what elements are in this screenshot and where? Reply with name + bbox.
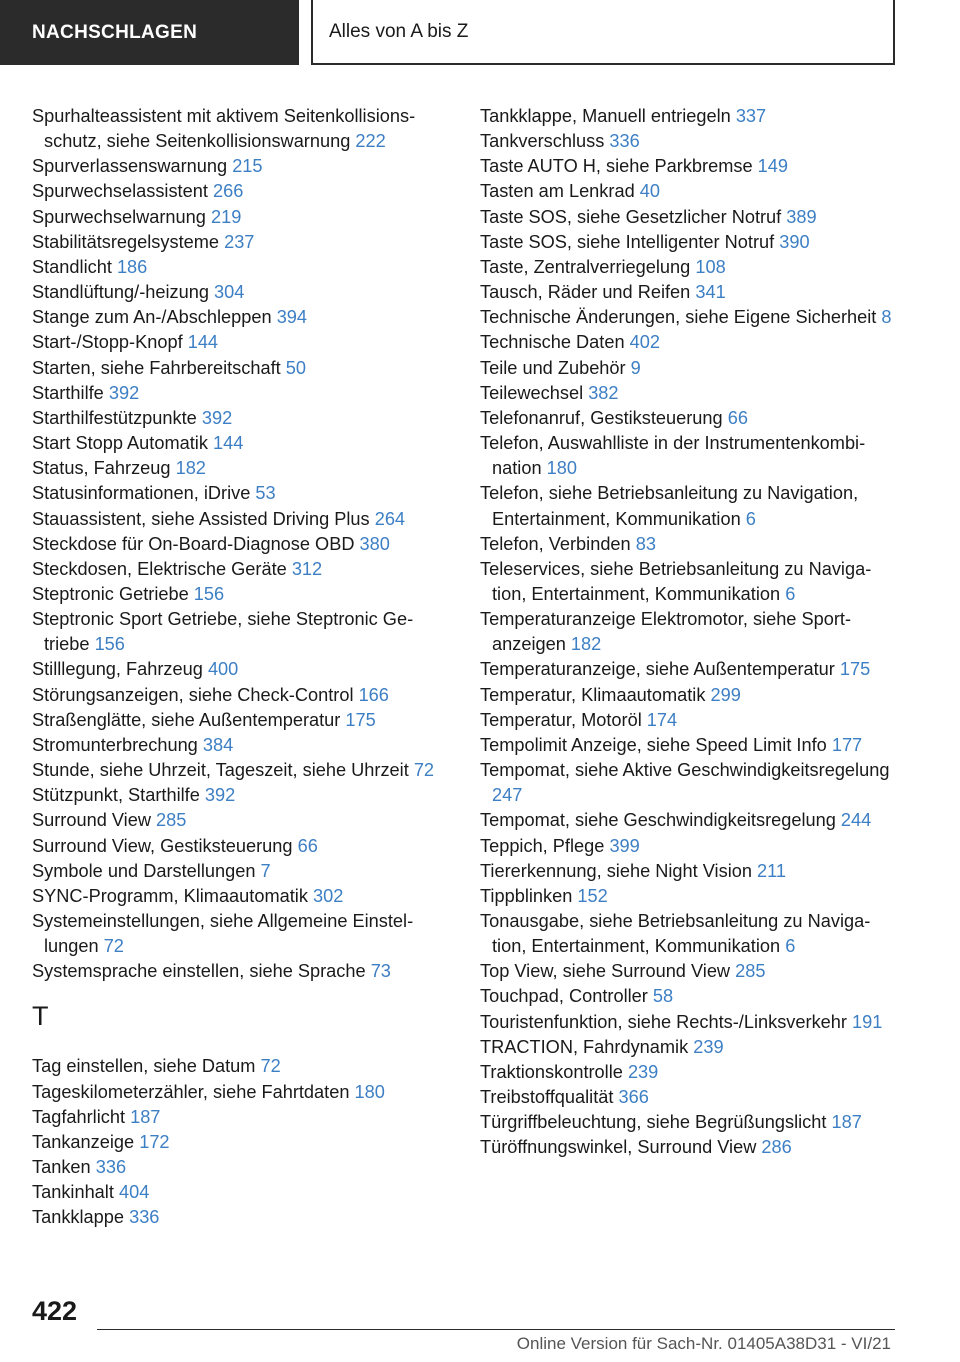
index-entry-term: Telefonanruf, Gestiksteuerung bbox=[480, 407, 723, 428]
index-entry-term: Tiererkennung, siehe Night Vision bbox=[480, 860, 752, 881]
index-entry-term: Tag einstellen, siehe Datum bbox=[32, 1056, 256, 1077]
index-entry bbox=[32, 959, 447, 984]
index-entry-term: Technische Änderungen, siehe Eigene Sicherheit bbox=[480, 307, 877, 328]
index-entry bbox=[480, 255, 895, 280]
index-entry-term: Surround View bbox=[32, 810, 151, 831]
index-entry-term: Steptronic Getriebe bbox=[32, 583, 189, 604]
page-reference-link[interactable]: 182 bbox=[175, 458, 206, 479]
index-entry-term: Standlüftung/-heizung bbox=[32, 282, 209, 303]
page-reference-link[interactable]: 215 bbox=[232, 156, 263, 177]
index-entry bbox=[480, 154, 895, 179]
index-entry bbox=[32, 808, 447, 833]
index-entry-term: Teleservices, siehe Betriebsanleitung zu Navigation, Entertainment, Kommunikation bbox=[480, 558, 872, 604]
index-entry bbox=[480, 129, 895, 154]
index-entry bbox=[480, 305, 895, 330]
index-entry-term: Telefon, Auswahlliste in der Instrumentenkombination bbox=[480, 433, 866, 479]
page-reference-link[interactable]: 247 bbox=[492, 785, 523, 806]
index-entry bbox=[480, 1035, 895, 1060]
page-reference-link[interactable]: 72 bbox=[103, 936, 124, 957]
index-entry bbox=[32, 381, 447, 406]
index-entry bbox=[480, 758, 895, 808]
page-reference-link[interactable]: 264 bbox=[374, 508, 406, 529]
index-entry bbox=[480, 683, 895, 708]
index-entry-term: Starthilfestützpunkte bbox=[32, 407, 197, 428]
index-entry bbox=[32, 859, 447, 884]
index-entry-term: Standlicht bbox=[32, 256, 112, 277]
index-entry bbox=[32, 1080, 447, 1105]
index-entry bbox=[480, 557, 895, 607]
page-reference-link[interactable]: 384 bbox=[202, 734, 234, 755]
index-entry bbox=[480, 104, 895, 129]
page-reference-link[interactable]: 222 bbox=[355, 131, 386, 152]
index-entry-term: Stützpunkt, Starthilfe bbox=[32, 785, 200, 806]
page-reference-link[interactable]: 187 bbox=[130, 1106, 161, 1127]
index-entry-term: Taste SOS, siehe Intelligenter Notruf bbox=[480, 231, 775, 252]
index-entry-term: Start-/Stopp-Knopf bbox=[32, 332, 183, 353]
index-entry-term: Tankklappe bbox=[32, 1207, 125, 1228]
index-entry bbox=[32, 783, 447, 808]
index-entry-term: Tankinhalt bbox=[32, 1182, 114, 1203]
index-entry-term: Touchpad, Controller bbox=[480, 986, 648, 1007]
index-entry bbox=[32, 834, 447, 859]
index-entry bbox=[32, 356, 447, 381]
index-entry-term: Telefon, siehe Betriebsanleitung zu Navigation, Entertainment, Kommunikation bbox=[480, 483, 859, 529]
page-reference-link[interactable]: 336 bbox=[95, 1157, 127, 1178]
index-column-right bbox=[480, 104, 895, 1161]
index-entry-term: Start Stopp Automatik bbox=[32, 433, 208, 454]
page-reference-link[interactable]: 304 bbox=[214, 282, 245, 303]
page-reference-link[interactable]: 9 bbox=[630, 357, 641, 378]
index-entry-term: Spurhalteassistent mit aktivem Seitenkollisionsschutz, siehe Seitenkollisionswarnung bbox=[32, 106, 416, 152]
page-reference-link[interactable]: 187 bbox=[831, 1112, 862, 1133]
index-entry-term: Stunde, siehe Uhrzeit, Tageszeit, siehe Uhrzeit bbox=[32, 760, 409, 781]
page-reference-link[interactable]: 83 bbox=[635, 533, 656, 554]
index-entry bbox=[32, 205, 447, 230]
index-entry bbox=[480, 280, 895, 305]
page-reference-link[interactable]: 72 bbox=[260, 1056, 281, 1077]
index-entry-term: Touristenfunktion, siehe Rechts-/Linksverkehr bbox=[480, 1011, 847, 1032]
index-entry-term: Stromunterbrechung bbox=[32, 734, 198, 755]
index-entry bbox=[480, 431, 895, 481]
index-entry-term: Tausch, Räder und Reifen bbox=[480, 282, 691, 303]
index-entry bbox=[480, 330, 895, 355]
page-reference-link[interactable]: 8 bbox=[881, 307, 892, 328]
page-reference-link[interactable]: 156 bbox=[193, 583, 225, 604]
page-reference-link[interactable]: 402 bbox=[629, 332, 660, 353]
index-entry bbox=[32, 607, 447, 657]
page-reference-link[interactable]: 392 bbox=[201, 407, 233, 428]
index-entry-term: Temperaturanzeige Elektromotor, siehe Sportanzeigen bbox=[480, 609, 852, 655]
index-entry bbox=[480, 909, 895, 959]
index-entry-term: Steptronic Sport Getriebe, siehe Steptronic Getriebe bbox=[32, 609, 414, 655]
index-entry bbox=[32, 708, 447, 733]
page-reference-link[interactable]: 244 bbox=[840, 810, 872, 831]
index-entry-term: Tippblinken bbox=[480, 885, 573, 906]
index-entry-term: Steckdose für On-Board-Diagnose OBD bbox=[32, 533, 355, 554]
index-entry-term: Türöffnungswinkel, Surround View bbox=[480, 1137, 757, 1158]
page-reference-link[interactable]: 175 bbox=[345, 709, 376, 730]
index-entry bbox=[480, 406, 895, 431]
index-entry bbox=[480, 708, 895, 733]
index-entry bbox=[480, 1060, 895, 1085]
page-reference-link[interactable]: 337 bbox=[735, 106, 767, 126]
index-entry bbox=[32, 1130, 447, 1155]
page-reference-link[interactable]: 108 bbox=[695, 256, 726, 277]
index-entry-term: Tempomat, siehe Aktive Geschwindigkeitsregelung bbox=[480, 760, 890, 781]
index-entry-term: Taste, Zentralverriegelung bbox=[480, 256, 691, 277]
index-entry-term: Systemeinstellungen, siehe Allgemeine Einstellungen bbox=[32, 911, 414, 957]
index-entry bbox=[480, 1135, 895, 1160]
index-entry bbox=[480, 481, 895, 531]
index-entry bbox=[32, 255, 447, 280]
index-entry bbox=[32, 1054, 447, 1079]
index-entry bbox=[32, 733, 447, 758]
index-entry-term: Türgriffbeleuchtung, siehe Begrüßungslicht bbox=[480, 1112, 827, 1133]
footer-divider bbox=[97, 1329, 895, 1330]
index-entry-term: Systemsprache einstellen, siehe Sprache bbox=[32, 961, 366, 982]
index-entry bbox=[32, 431, 447, 456]
index-entry-term: Steckdosen, Elektrische Geräte bbox=[32, 558, 287, 579]
index-entry bbox=[480, 1085, 895, 1110]
index-entry-term: Telefon, Verbinden bbox=[480, 533, 631, 554]
page-reference-link[interactable]: 219 bbox=[210, 206, 242, 227]
page-reference-link[interactable]: 302 bbox=[312, 885, 344, 906]
index-entry-term: Straßenglätte, siehe Außentemperatur bbox=[32, 709, 341, 730]
index-entry bbox=[480, 808, 895, 833]
index-entry bbox=[32, 1180, 447, 1205]
index-entry-term: Tagfahrlicht bbox=[32, 1106, 126, 1127]
index-entry bbox=[32, 582, 447, 607]
index-entry bbox=[32, 330, 447, 355]
page-reference-link[interactable]: 180 bbox=[546, 458, 577, 479]
index-entry-term: Status, Fahrzeug bbox=[32, 458, 171, 479]
page-reference-link[interactable]: 336 bbox=[609, 131, 640, 152]
section-label: NACHSCHLAGEN bbox=[32, 21, 198, 43]
page-reference-link[interactable]: 382 bbox=[588, 382, 619, 403]
index-entry-term: Top View, siehe Surround View bbox=[480, 961, 731, 982]
index-entry-term: Treibstoffqualität bbox=[480, 1087, 614, 1108]
index-entry-term: Traktionskontrolle bbox=[480, 1061, 623, 1082]
index-entry bbox=[480, 959, 895, 984]
index-entry bbox=[32, 1105, 447, 1130]
chapter-title: Alles von A bis Z bbox=[329, 20, 469, 42]
page-reference-link[interactable]: 239 bbox=[627, 1061, 659, 1082]
index-entry bbox=[480, 657, 895, 682]
page-reference-link[interactable]: 6 bbox=[745, 508, 756, 529]
index-entry-term: Tempolimit Anzeige, siehe Speed Limit Info bbox=[480, 734, 827, 755]
index-entry bbox=[32, 154, 447, 179]
index-entry bbox=[480, 884, 895, 909]
index-entry bbox=[480, 205, 895, 230]
index-entry bbox=[480, 381, 895, 406]
index-entry bbox=[32, 481, 447, 506]
page-reference-link[interactable]: 239 bbox=[693, 1036, 724, 1057]
page-reference-link[interactable]: 152 bbox=[577, 885, 608, 906]
page-reference-link[interactable]: 404 bbox=[118, 1182, 150, 1203]
page-reference-link[interactable]: 390 bbox=[779, 231, 810, 252]
index-entry bbox=[32, 230, 447, 255]
index-entry-term: Symbole und Darstellungen bbox=[32, 860, 256, 881]
page-reference-link[interactable]: 182 bbox=[570, 634, 602, 655]
index-entry-term: Statusinformationen, iDrive bbox=[32, 483, 251, 504]
page-reference-link[interactable]: 144 bbox=[187, 332, 219, 353]
index-entry-term: Stabilitätsregelsysteme bbox=[32, 231, 220, 252]
index-entry-term: Teppich, Pflege bbox=[480, 835, 605, 856]
index-entry bbox=[32, 909, 447, 959]
page-reference-link[interactable]: 172 bbox=[139, 1131, 170, 1152]
index-entry-term: Tanken bbox=[32, 1157, 91, 1178]
index-entry bbox=[480, 532, 895, 557]
page-reference-link[interactable]: 336 bbox=[129, 1207, 160, 1228]
index-entry-term: Tempomat, siehe Geschwindigkeitsregelung bbox=[480, 810, 836, 831]
index-entry-term: SYNC-Programm, Klimaautomatik bbox=[32, 885, 308, 906]
page-reference-link[interactable]: 7 bbox=[260, 860, 271, 881]
page-reference-link[interactable]: 312 bbox=[291, 558, 323, 579]
index-entry-term: Stange zum An-/Abschleppen bbox=[32, 307, 272, 328]
index-entry bbox=[32, 1155, 447, 1180]
page-reference-link[interactable]: 266 bbox=[212, 181, 244, 202]
page-reference-link[interactable]: 286 bbox=[761, 1137, 792, 1158]
page-reference-link[interactable]: 144 bbox=[212, 433, 244, 454]
index-entry bbox=[32, 557, 447, 582]
page-reference-link[interactable]: 66 bbox=[297, 835, 318, 856]
page-reference-link[interactable]: 50 bbox=[285, 357, 306, 378]
page-reference-link[interactable]: 392 bbox=[108, 382, 140, 403]
page-reference-link[interactable]: 6 bbox=[785, 583, 796, 604]
index-entry bbox=[32, 1205, 447, 1230]
index-entry bbox=[480, 1110, 895, 1135]
page-reference-link[interactable]: 73 bbox=[370, 961, 391, 982]
page-reference-link[interactable]: 299 bbox=[710, 684, 741, 705]
index-entry-term: Teilewechsel bbox=[480, 382, 584, 403]
index-entry-term: Temperatur, Klimaautomatik bbox=[480, 684, 706, 705]
index-entry-term: Taste AUTO H, siehe Parkbremse bbox=[480, 156, 753, 177]
index-entry-term: Starthilfe bbox=[32, 382, 104, 403]
page-reference-link[interactable]: 389 bbox=[786, 206, 817, 227]
index-entry bbox=[32, 305, 447, 330]
index-column-left bbox=[32, 104, 447, 1231]
index-entry bbox=[32, 406, 447, 431]
section-letter-heading: T bbox=[32, 1001, 49, 1032]
entry-list-s bbox=[32, 104, 447, 984]
page-reference-link[interactable]: 400 bbox=[207, 659, 239, 680]
page-reference-link[interactable]: 285 bbox=[735, 961, 766, 982]
index-entry bbox=[32, 179, 447, 204]
page-reference-link[interactable]: 366 bbox=[618, 1087, 649, 1108]
page-number: 422 bbox=[32, 1296, 78, 1326]
index-entry-term: Tonausgabe, siehe Betriebsanleitung zu Navigation, Entertainment, Kommunikation bbox=[480, 911, 871, 957]
section-tab bbox=[0, 0, 299, 65]
index-entry bbox=[32, 456, 447, 481]
page-reference-link[interactable]: 180 bbox=[354, 1081, 385, 1102]
index-entry bbox=[480, 607, 895, 657]
index-entry bbox=[32, 507, 447, 532]
index-entry-term: Temperatur, Motoröl bbox=[480, 709, 642, 730]
index-entry-term: Tankanzeige bbox=[32, 1131, 135, 1152]
page-reference-link[interactable]: 156 bbox=[94, 634, 125, 655]
index-entry bbox=[32, 657, 447, 682]
chapter-header bbox=[311, 0, 895, 65]
page-reference-link[interactable]: 237 bbox=[224, 231, 255, 252]
index-entry bbox=[32, 532, 447, 557]
index-entry-term: Tankverschluss bbox=[480, 131, 605, 152]
index-entry-term: Stilllegung, Fahrzeug bbox=[32, 659, 203, 680]
index-entry-term: Spurverlassenswarnung bbox=[32, 156, 228, 177]
page-reference-link[interactable]: 211 bbox=[757, 860, 787, 881]
page-reference-link[interactable]: 399 bbox=[609, 835, 640, 856]
page-reference-link[interactable]: 58 bbox=[652, 986, 674, 1007]
index-entry bbox=[32, 104, 447, 154]
page-reference-link[interactable]: 175 bbox=[839, 659, 871, 680]
page-reference-link[interactable]: 392 bbox=[204, 785, 236, 806]
index-entry bbox=[480, 859, 895, 884]
index-entry-term: Surround View, Gestiksteuerung bbox=[32, 835, 293, 856]
page-reference-link[interactable]: 6 bbox=[785, 936, 796, 957]
index-entry bbox=[480, 230, 895, 255]
index-entry-term: Teile und Zubehör bbox=[480, 357, 626, 378]
page-reference-link[interactable]: 40 bbox=[639, 181, 660, 202]
index-entry-term: Stauassistent, siehe Assisted Driving Plus bbox=[32, 508, 370, 529]
index-entry-term: Spurwechselwarnung bbox=[32, 206, 206, 227]
index-entry bbox=[32, 280, 447, 305]
index-entry-term: Starten, siehe Fahrbereitschaft bbox=[32, 357, 281, 378]
footer-version-text: Online Version für Sach-Nr. 01405A38D31 - VI/21 bbox=[516, 1334, 891, 1353]
page-reference-link[interactable]: 166 bbox=[358, 684, 389, 705]
index-entry bbox=[480, 1010, 895, 1035]
page-reference-link[interactable]: 66 bbox=[727, 407, 748, 428]
index-entry-term: Tageskilometerzähler, siehe Fahrtdaten bbox=[32, 1081, 350, 1102]
index-entry-term: Tankklappe, Manuell entriegeln bbox=[480, 106, 731, 126]
page-reference-link[interactable]: 394 bbox=[276, 307, 308, 328]
index-entry bbox=[480, 733, 895, 758]
page-reference-link[interactable]: 72 bbox=[413, 760, 435, 781]
page-reference-link[interactable]: 186 bbox=[116, 256, 148, 277]
index-entry bbox=[32, 758, 447, 783]
page-reference-link[interactable]: 174 bbox=[646, 709, 678, 730]
index-entry-term: Spurwechselassistent bbox=[32, 181, 208, 202]
index-entry bbox=[480, 984, 895, 1009]
index-entry bbox=[32, 884, 447, 909]
index-entry-term: Technische Daten bbox=[480, 332, 625, 353]
page-reference-link[interactable]: 191 bbox=[852, 1011, 883, 1032]
page-reference-link[interactable]: 341 bbox=[695, 282, 726, 303]
entry-list-right bbox=[480, 104, 895, 1161]
index-entry-term: Taste SOS, siehe Gesetzlicher Notruf bbox=[480, 206, 782, 227]
index-entry bbox=[32, 683, 447, 708]
index-entry-term: TRACTION, Fahrdynamik bbox=[480, 1036, 689, 1057]
index-entry-term: Tasten am Lenkrad bbox=[480, 181, 635, 202]
entry-list-t bbox=[32, 1054, 447, 1230]
index-entry-term: Störungsanzeigen, siehe Check-Control bbox=[32, 684, 354, 705]
index-entry-term: Temperaturanzeige, siehe Außentemperatur bbox=[480, 659, 835, 680]
index-entry bbox=[480, 356, 895, 381]
page-reference-link[interactable]: 380 bbox=[359, 533, 390, 554]
page-reference-link[interactable]: 177 bbox=[831, 734, 863, 755]
page-reference-link[interactable]: 149 bbox=[757, 156, 789, 177]
page-reference-link[interactable]: 285 bbox=[156, 810, 187, 831]
index-entry bbox=[480, 179, 895, 204]
index-entry bbox=[480, 834, 895, 859]
page-reference-link[interactable]: 53 bbox=[255, 483, 276, 504]
